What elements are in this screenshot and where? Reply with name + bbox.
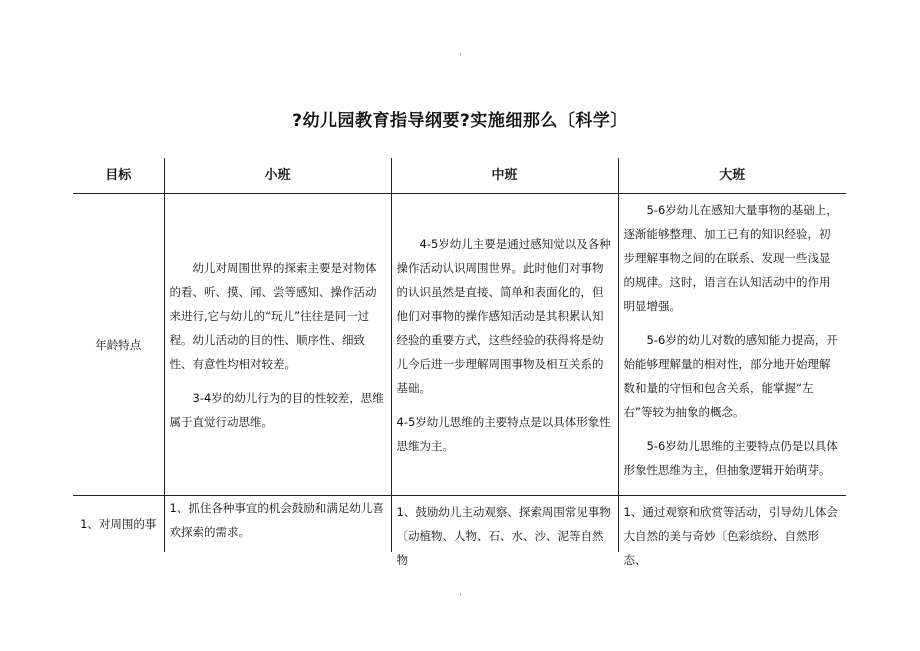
cell-middle-goal — [391, 496, 618, 567]
row-label-age: 年龄特点 — [73, 194, 164, 496]
header-large-class: 大班 — [618, 158, 846, 194]
header-goal: 目标 — [73, 158, 164, 194]
middle-age-paragraph: 4-5岁幼儿主要是通过感知觉以及各种操作活动认识周围世界。此时他们对事物的认识虽然是直接、简单和表面化的，但他们对事物的操作感知活动是其积累认知经验的重要方式，这些经验的获得将是幼儿今后进一步理解周围事物及相互关系的基础。 — [396, 236, 611, 395]
large-age-paragraph: 5-6岁幼儿思维的主要特点仍是以具体形象性思维为主，但抽象逻辑开始萌芽。 — [623, 439, 838, 477]
table-header-row — [73, 158, 846, 194]
large-goal-text: 1、通过观察和欣赏等活动，引导幼儿体会大自然的美与奇妙〔色彩缤纷、自然形态、 — [623, 505, 838, 567]
cell-small-age — [164, 194, 391, 496]
row-label-goal — [73, 496, 164, 553]
cell-large-age — [618, 194, 846, 496]
table-row-goal-1 — [73, 496, 846, 553]
page-title: ?幼儿园教育指导纲要?实施细那么〔科学〕 — [292, 111, 628, 131]
page-marker-top: . — [459, 47, 463, 58]
large-age-paragraph: 5-6岁幼儿在感知大量事物的基础上，逐渐能够整理、加工已有的知识经验，初步理解事物之间的在联系、发现一些浅显的规律。这时，语言在认知活动中的作用明显增强。 — [623, 203, 838, 313]
middle-goal-text: 1、鼓励幼儿主动观察、探索周围常见事物〔动植物、人物、石、水、沙、泥等自然物 — [396, 505, 611, 567]
large-age-paragraph: 5-6岁的幼儿对数的感知能力提高，开始能够理解量的相对性，部分地开始理解数和量的守恒和包含关系，能掌握“左右”等较为抽象的概念。 — [623, 333, 838, 419]
small-age-paragraph: 幼儿对周围世界的探索主要是对物体的看、听、摸、闻、尝等感知、操作活动来进行,它与幼儿的“玩儿”往往是同一过程。幼儿活动的目的性、顺序性、细致性、有意性均相对较差。 — [169, 260, 377, 371]
middle-age-paragraph: 4-5岁幼儿思维的主要特点是以具体形象性思维为主。 — [396, 414, 611, 453]
cell-large-goal — [618, 496, 846, 567]
row-label-goal-text: 1、对周围的事 — [80, 517, 157, 531]
small-goal-text: 1、抓住各种事宜的机会鼓励和满足幼儿喜欢探索的需求。 — [169, 501, 384, 539]
cell-small-goal — [164, 496, 391, 553]
header-small-class: 小班 — [164, 158, 391, 194]
cell-middle-age — [391, 194, 618, 496]
page-marker-bottom: . — [459, 587, 463, 598]
table-row-age-characteristics — [73, 194, 846, 496]
curriculum-table — [73, 158, 846, 567]
small-age-paragraph: 3-4岁的幼儿行为的目的性较差，思维属于直觉行动思维。 — [169, 390, 384, 429]
header-middle-class: 中班 — [391, 158, 618, 194]
